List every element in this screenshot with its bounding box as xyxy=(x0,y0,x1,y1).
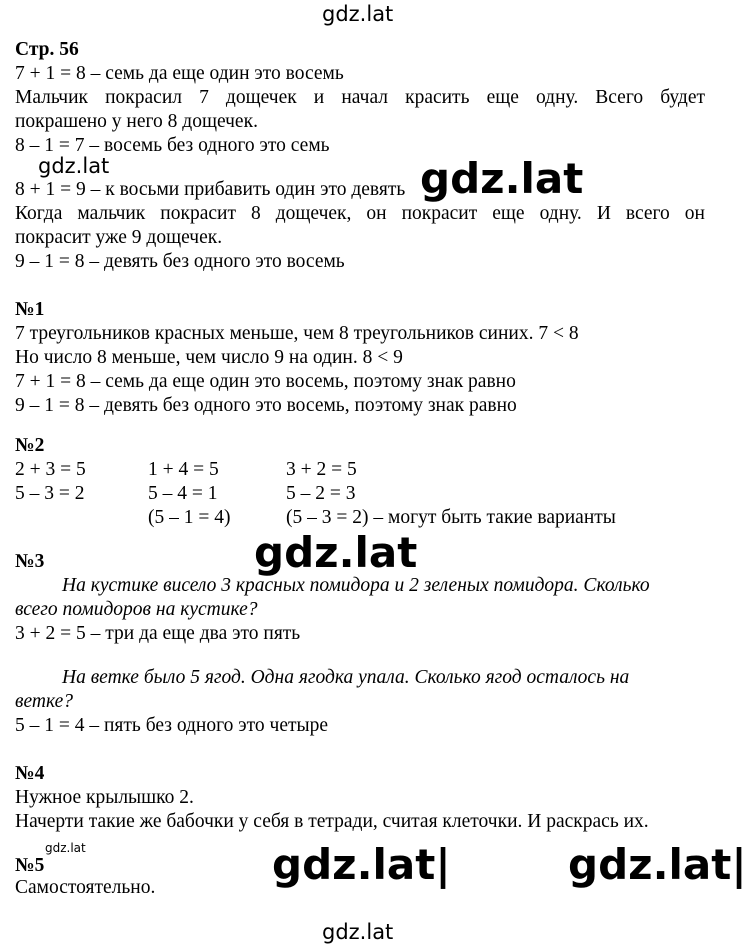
task1-line-1: 7 треугольников красных меньше, чем 8 треугольников синих. 7 < 8 xyxy=(15,323,579,344)
intro-line-3: покрашено у него 8 дощечек. xyxy=(15,111,258,132)
watermark-top: gdz.lat xyxy=(322,2,394,26)
task2-cell: 5 – 3 = 2 xyxy=(15,483,85,504)
watermark-tiny: gdz.lat xyxy=(45,841,86,855)
task5-heading: №5 xyxy=(15,855,45,876)
task2-cell: (5 – 3 = 2) – могут быть такие варианты xyxy=(286,507,616,528)
intro-line-1: 7 + 1 = 8 – семь да еще один это восемь xyxy=(15,63,344,84)
task1-line-2: Но число 8 меньше, чем число 9 на один. 8 < 9 xyxy=(15,347,403,368)
task3-answer-1: 3 + 2 = 5 – три да еще два это пять xyxy=(15,623,301,644)
task2-heading: №2 xyxy=(15,435,45,456)
task2-cell: 1 + 4 = 5 xyxy=(148,459,219,480)
watermark-large-middle: gdz.lat xyxy=(254,528,418,577)
task3-heading: №3 xyxy=(15,551,45,572)
task4-line-2: Начерти такие же бабочки у себя в тетради, считая клеточки. И раскрась их. xyxy=(15,811,649,832)
task2-cell: 5 – 2 = 3 xyxy=(286,483,356,504)
intro-line-8: 9 – 1 = 8 – девять без одного это восемь xyxy=(15,251,345,272)
task5-line-1: Самостоятельно. xyxy=(15,877,156,898)
task2-cell: 3 + 2 = 5 xyxy=(286,459,357,480)
task3-answer-2: 5 – 1 = 4 – пять без одного это четыре xyxy=(15,715,329,736)
watermark-large-upper: gdz.lat xyxy=(420,154,584,203)
intro-line-6: Когда мальчик покрасит 8 дощечек, он покрасит еще одну. И всего он xyxy=(15,203,705,224)
task4-heading: №4 xyxy=(15,763,45,784)
watermark-left: gdz.lat xyxy=(38,154,110,178)
task4-line-1: Нужное крылышко 2. xyxy=(15,787,194,808)
task2-cell: 5 – 4 = 1 xyxy=(148,483,218,504)
watermark-bottom: gdz.lat xyxy=(322,920,394,944)
page-title: Стр. 56 xyxy=(15,39,79,60)
task3-question-2-line-2: ветке? xyxy=(15,691,73,712)
task3-question-2-line-1: На ветке было 5 ягод. Одна ягодка упала. Сколько ягод осталось на xyxy=(62,667,630,688)
task3-question-1-line-1: На кустике висело 3 красных помидора и 2 зеленых помидора. Сколько xyxy=(62,575,650,596)
intro-line-7: покрасит уже 9 дощечек. xyxy=(15,227,223,248)
watermark-large-bottom-center: gdz.lat| xyxy=(272,840,451,889)
intro-line-4: 8 – 1 = 7 – восемь без одного это семь xyxy=(15,135,330,156)
task2-cell: 2 + 3 = 5 xyxy=(15,459,86,480)
task2-cell: (5 – 1 = 4) xyxy=(148,507,231,528)
task1-line-3: 7 + 1 = 8 – семь да еще один это восемь, поэтому знак равно xyxy=(15,371,516,392)
watermark-large-bottom-right: gdz.lat| xyxy=(568,840,747,889)
task1-heading: №1 xyxy=(15,299,45,320)
intro-line-5: 8 + 1 = 9 – к восьми прибавить один это девять xyxy=(15,179,406,200)
intro-line-2: Мальчик покрасил 7 дощечек и начал красить еще одну. Всего будет xyxy=(15,87,705,108)
task1-line-4: 9 – 1 = 8 – девять без одного это восемь, поэтому знак равно xyxy=(15,395,517,416)
task3-question-1-line-2: всего помидоров на кустике? xyxy=(15,599,258,620)
